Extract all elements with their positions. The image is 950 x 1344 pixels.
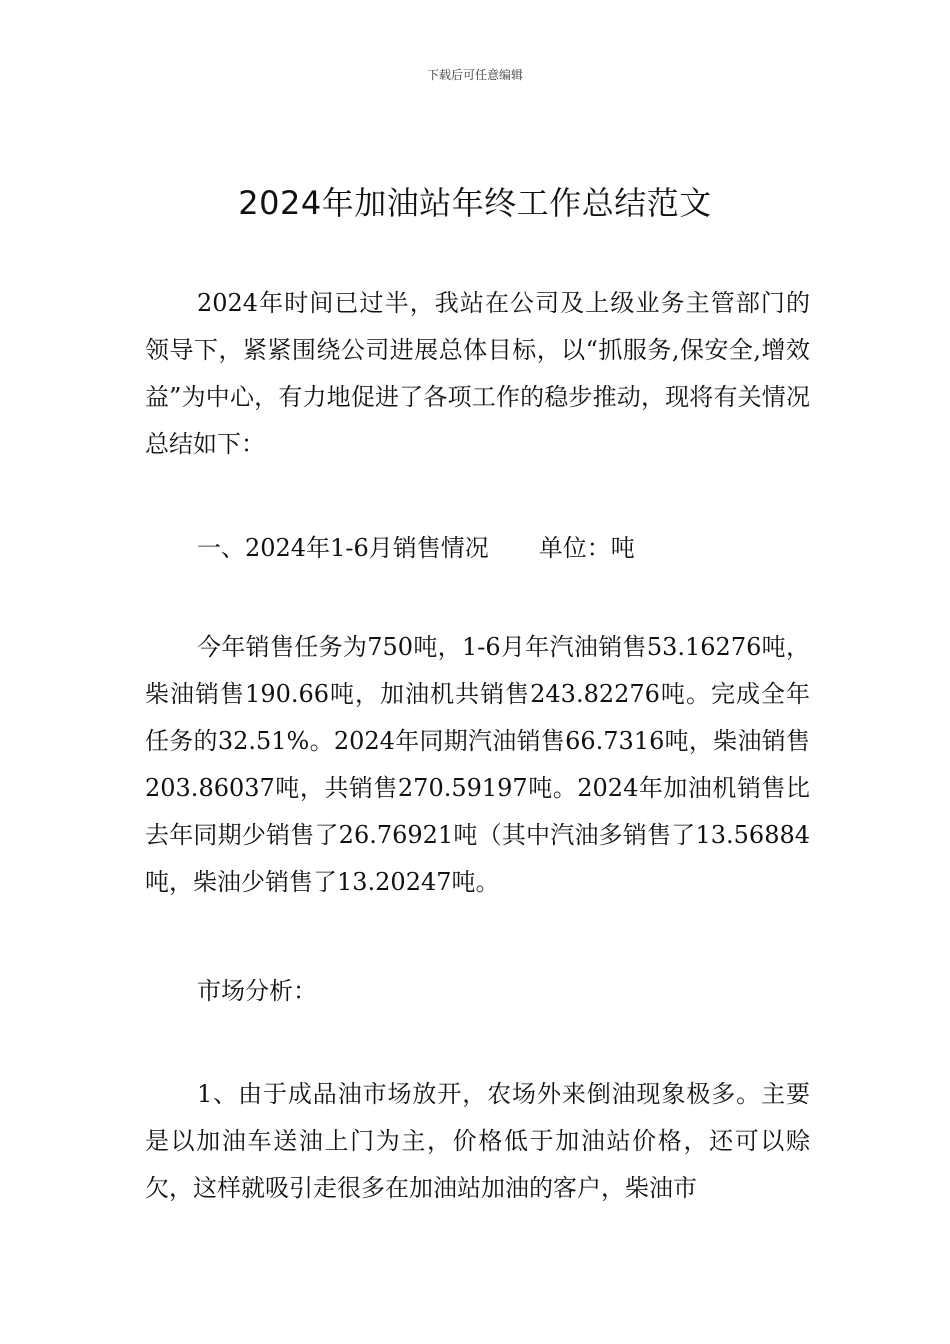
sales-paragraph: 今年销售任务为750吨，1-6月年汽油销售53.16276吨，柴油销售190.66吨，加油机共销售243.82276吨。完成全年任务的32.51%。2024年同期汽油销售66.7316吨，柴油销售203.86037吨，共销售270.59197吨。2024年加油机销售比去年同期少销售了26.76921吨（其中汽油多销售了13.56884吨，柴油少销售了13.20247吨。 xyxy=(145,633,810,896)
section-heading-sales xyxy=(145,525,810,572)
section-heading-text: 一、2024年1-6月销售情况 xyxy=(197,534,489,562)
document-title: 2024年加油站年终工作总结范文 xyxy=(238,184,712,222)
section-unit-text: 单位：吨 xyxy=(538,534,635,562)
intro-paragraph: 2024年时间已过半，我站在公司及上级业务主管部门的领导下，紧紧围绕公司进展总体目标，以“抓服务,保安全,增效益”为中心，有力地促进了各项工作的稳步推动，现将有关情况总结如下： xyxy=(145,289,810,458)
market-analysis-heading: 市场分析： xyxy=(197,977,317,1005)
header-note: 下载后可任意编辑 xyxy=(426,68,523,82)
market-point-1: 1、由于成品油市场放开，农场外来倒油现象极多。主要是以加油车送油上门为主，价格低于加油站价格，还可以赊欠，这样就吸引走很多在加油站加油的客户，柴油市 xyxy=(145,1080,810,1202)
